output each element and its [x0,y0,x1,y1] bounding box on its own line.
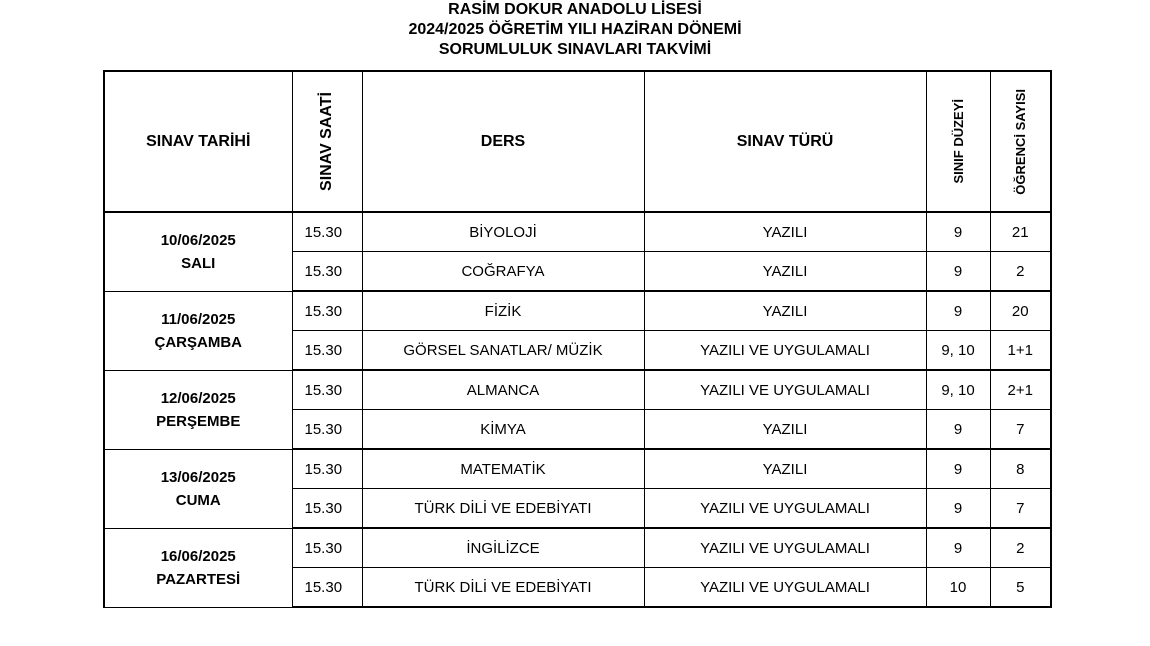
course-name: ALMANCA [362,370,644,410]
exam-time: 15.30 [292,410,362,450]
student-count: 8 [990,449,1051,489]
exam-time: 15.30 [292,528,362,568]
table-row [104,291,1051,331]
exam-type: YAZILI VE UYGULAMALI [644,489,926,529]
exam-day: PERŞEMBE [156,412,241,430]
grade-level: 9 [926,212,990,252]
course-name: BİYOLOJİ [362,212,644,252]
course-name: GÖRSEL SANATLAR/ MÜZİK [362,331,644,371]
exam-date: 16/06/2025 [160,547,236,565]
course-name: FİZİK [362,291,644,331]
student-count: 20 [990,291,1051,331]
header-row [104,71,1051,212]
column-header-type: SINAV TÜRÜ [644,71,926,212]
exam-time: 15.30 [292,449,362,489]
course-name: TÜRK DİLİ VE EDEBİYATI [362,568,644,608]
column-header-time [292,71,362,212]
student-count: 5 [990,568,1051,608]
document-title: SORUMLULUK SINAVLARI TAKVİMİ [438,41,712,58]
grade-level: 9 [926,528,990,568]
column-header-grade-label: SINIF DÜZEYİ [950,99,966,184]
table-row [104,370,1051,410]
exam-type: YAZILI VE UYGULAMALI [644,331,926,371]
exam-time: 15.30 [292,252,362,292]
exam-time: 15.30 [292,568,362,608]
course-name: COĞRAFYA [362,252,644,292]
student-count: 1+1 [990,331,1051,371]
grade-level: 9 [926,410,990,450]
student-count: 21 [990,212,1051,252]
exam-date: 10/06/2025 [160,231,236,249]
grade-level: 9 [926,489,990,529]
exam-day: CUMA [175,491,221,509]
column-header-count [990,71,1051,212]
course-name: İNGİLİZCE [362,528,644,568]
grade-level: 9, 10 [926,331,990,371]
exam-date-cell [104,449,292,528]
exam-date: 12/06/2025 [160,389,236,407]
term-title: 2024/2025 ÖĞRETİM YILI HAZİRAN DÖNEMİ [408,21,742,38]
course-name: TÜRK DİLİ VE EDEBİYATI [362,489,644,529]
grade-level: 9, 10 [926,370,990,410]
exam-type: YAZILI VE UYGULAMALI [644,528,926,568]
exam-date-cell [104,370,292,449]
grade-level: 9 [926,291,990,331]
exam-schedule-table [103,70,1052,608]
exam-date-cell [104,291,292,370]
exam-type: YAZILI VE UYGULAMALI [644,370,926,410]
exam-type: YAZILI [644,291,926,331]
document-header [0,0,1150,60]
exam-day: ÇARŞAMBA [154,333,242,351]
exam-date: 13/06/2025 [160,468,236,486]
exam-day: PAZARTESİ [156,570,241,588]
exam-time: 15.30 [292,370,362,410]
student-count: 7 [990,410,1051,450]
column-header-count-label: ÖĞRENCİ SAYISI [1012,88,1028,195]
exam-time: 15.30 [292,212,362,252]
exam-type: YAZILI [644,449,926,489]
grade-level: 9 [926,252,990,292]
column-header-time-label: SINAV SAATİ [318,92,335,191]
exam-day: SALI [181,254,216,272]
exam-time: 15.30 [292,331,362,371]
student-count: 2+1 [990,370,1051,410]
student-count: 2 [990,528,1051,568]
exam-type: YAZILI [644,410,926,450]
exam-time: 15.30 [292,489,362,529]
column-header-date: SINAV TARİHİ [104,71,292,212]
table-row [104,212,1051,252]
course-name: MATEMATİK [362,449,644,489]
course-name: KİMYA [362,410,644,450]
exam-type: YAZILI VE UYGULAMALI [644,568,926,608]
exam-date-cell [104,212,292,291]
table-row [104,449,1051,489]
exam-type: YAZILI [644,212,926,252]
student-count: 2 [990,252,1051,292]
school-name: RASİM DOKUR ANADOLU LİSESİ [448,1,702,18]
grade-level: 9 [926,449,990,489]
exam-date: 11/06/2025 [161,310,236,328]
exam-type: YAZILI [644,252,926,292]
exam-date-cell [104,528,292,607]
student-count: 7 [990,489,1051,529]
column-header-grade [926,71,990,212]
grade-level: 10 [926,568,990,608]
exam-time: 15.30 [292,291,362,331]
table-row [104,528,1051,568]
column-header-course: DERS [362,71,644,212]
